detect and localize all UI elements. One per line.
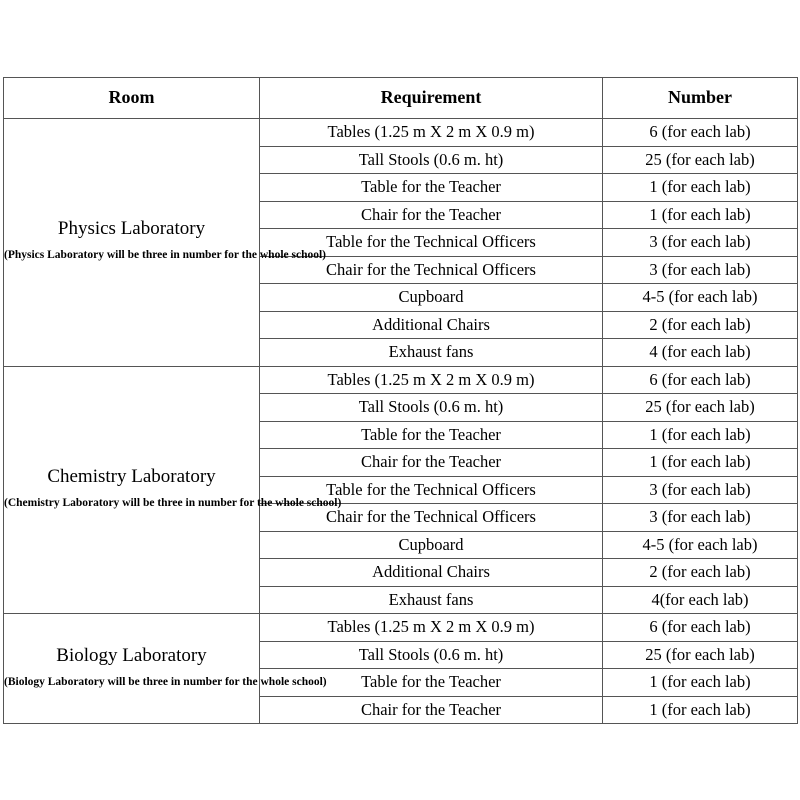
room-note: (Physics Laboratory will be three in number for the whole school) bbox=[4, 249, 326, 262]
requirement-cell: Additional Chairs bbox=[260, 559, 603, 587]
table-body bbox=[4, 119, 798, 724]
room-name: Chemistry Laboratory bbox=[47, 465, 216, 487]
requirement-cell: Tables (1.25 m X 2 m X 0.9 m) bbox=[260, 366, 603, 394]
requirement-cell: Table for the Teacher bbox=[260, 174, 603, 202]
room-name: Biology Laboratory bbox=[56, 644, 207, 666]
number-cell: 25 (for each lab) bbox=[603, 641, 798, 669]
requirement-cell: Tall Stools (0.6 m. ht) bbox=[260, 394, 603, 422]
requirement-cell: Tables (1.25 m X 2 m X 0.9 m) bbox=[260, 614, 603, 642]
room-cell bbox=[4, 614, 327, 724]
requirement-cell: Cupboard bbox=[260, 284, 603, 312]
number-cell: 3 (for each lab) bbox=[603, 256, 798, 284]
requirement-cell: Chair for the Teacher bbox=[260, 201, 603, 229]
number-cell: 3 (for each lab) bbox=[603, 229, 798, 257]
number-cell: 1 (for each lab) bbox=[603, 421, 798, 449]
number-cell: 1 (for each lab) bbox=[603, 696, 798, 724]
requirement-cell: Tall Stools (0.6 m. ht) bbox=[260, 641, 603, 669]
requirement-cell: Exhaust fans bbox=[260, 586, 603, 614]
room-note: (Biology Laboratory will be three in number for the whole school) bbox=[4, 675, 327, 688]
table-row bbox=[4, 366, 798, 394]
number-cell: 3 (for each lab) bbox=[603, 504, 798, 532]
number-cell: 25 (for each lab) bbox=[603, 394, 798, 422]
requirement-cell: Tables (1.25 m X 2 m X 0.9 m) bbox=[260, 119, 603, 147]
room-cell bbox=[4, 366, 342, 614]
number-cell: 6 (for each lab) bbox=[603, 366, 798, 394]
requirement-cell: Table for the Teacher bbox=[260, 421, 603, 449]
room-note: (Chemistry Laboratory will be three in number for the whole school) bbox=[4, 496, 342, 509]
number-cell: 4-5 (for each lab) bbox=[603, 531, 798, 559]
requirement-cell: Chair for the Teacher bbox=[260, 449, 603, 477]
number-cell: 4 (for each lab) bbox=[603, 339, 798, 367]
number-cell: 1 (for each lab) bbox=[603, 449, 798, 477]
requirement-cell: Chair for the Technical Officers bbox=[260, 256, 603, 284]
number-cell: 1 (for each lab) bbox=[603, 174, 798, 202]
header-room: Room bbox=[4, 78, 260, 119]
number-cell: 4(for each lab) bbox=[603, 586, 798, 614]
requirement-cell: Additional Chairs bbox=[260, 311, 603, 339]
table-row bbox=[4, 614, 798, 642]
number-cell: 1 (for each lab) bbox=[603, 669, 798, 697]
lab-requirements-table bbox=[3, 77, 798, 724]
number-cell: 2 (for each lab) bbox=[603, 559, 798, 587]
room-name: Physics Laboratory bbox=[57, 218, 206, 240]
requirement-cell: Exhaust fans bbox=[260, 339, 603, 367]
table-header-row bbox=[4, 78, 798, 119]
number-cell: 2 (for each lab) bbox=[603, 311, 798, 339]
requirement-cell: Tall Stools (0.6 m. ht) bbox=[260, 146, 603, 174]
requirement-cell: Chair for the Technical Officers bbox=[260, 504, 603, 532]
number-cell: 3 (for each lab) bbox=[603, 476, 798, 504]
header-number: Number bbox=[603, 78, 798, 119]
table-row bbox=[4, 119, 798, 147]
number-cell: 6 (for each lab) bbox=[603, 614, 798, 642]
requirement-cell: Table for the Technical Officers bbox=[260, 229, 603, 257]
requirement-cell: Table for the Technical Officers bbox=[260, 476, 603, 504]
number-cell: 6 (for each lab) bbox=[603, 119, 798, 147]
header-requirement: Requirement bbox=[260, 78, 603, 119]
number-cell: 25 (for each lab) bbox=[603, 146, 798, 174]
requirement-cell: Table for the Teacher bbox=[260, 669, 603, 697]
number-cell: 4-5 (for each lab) bbox=[603, 284, 798, 312]
requirement-cell: Chair for the Teacher bbox=[260, 696, 603, 724]
requirement-cell: Cupboard bbox=[260, 531, 603, 559]
room-cell bbox=[4, 119, 326, 367]
number-cell: 1 (for each lab) bbox=[603, 201, 798, 229]
